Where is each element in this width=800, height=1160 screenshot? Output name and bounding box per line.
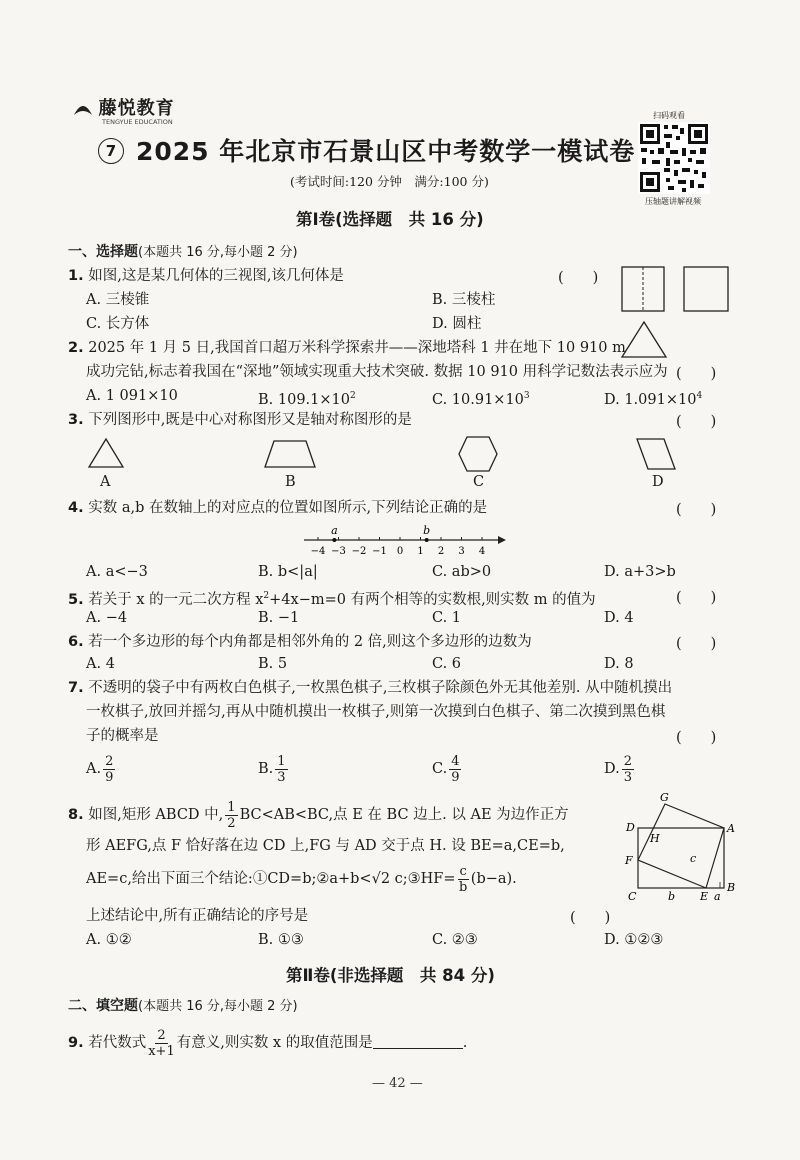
q8-option-c[interactable]: C. ②③ [432,932,478,948]
q8-text-3a: AE=c,给出下面三个结论:①CD=b;②a+b<√2 c;③HF= [86,871,456,887]
number-line-tick-label: 1 [417,546,424,557]
q5-answer-blank[interactable]: ( ) [676,590,717,606]
q8-text-1b: BC<AB<BC,点 E 在 BC 边上. 以 AE 为边作正方 [239,807,569,823]
q4-option-a[interactable]: A. a<−3 [86,564,148,580]
page-number: — 42 — [372,1076,423,1091]
q9-stem [68,1026,467,1060]
number-line-tick-label: −1 [372,546,387,557]
q7-option-a-fraction [103,754,115,785]
fraction-denominator: 3 [623,769,632,785]
q3-stem [68,410,412,430]
q2-option-c-text: C. 10.91×10 [432,391,524,408]
q1-option-d[interactable]: D. 圆柱 [432,316,482,332]
logo-subtext: TENGYUE EDUCATION [102,118,173,126]
q2-option-c[interactable] [432,386,530,410]
q8-label-f: F [625,854,633,867]
fraction-numerator: c [459,863,467,879]
logo-icon [72,99,94,117]
q5-text-post: +4x−m=0 有两个相等的实数根,则实数 m 的值为 [269,591,596,608]
q2-option-b-text: B. 109.1×10 [258,391,350,408]
section1-part-title [68,242,298,263]
q7-option-d-letter: D. [604,761,620,777]
q8-label-c-side: c [690,852,697,865]
q7-option-d[interactable] [604,752,636,786]
q7-option-a[interactable] [86,752,117,786]
q7-option-c[interactable] [432,752,463,786]
fraction-numerator: 1 [277,753,286,769]
q6-number: 6. [68,634,84,650]
q3-label-d: D [652,474,664,490]
q3-shape-b-trapezoid[interactable] [262,438,318,474]
q3-label-a: A [100,474,111,490]
q5-stem [68,586,596,610]
q7-option-b[interactable] [258,752,290,786]
q5-option-c[interactable]: C. 1 [432,610,462,626]
q8-label-b-side: b [668,890,676,903]
number-line-tick-label: −4 [310,546,326,557]
q6-option-b[interactable]: B. 5 [258,656,288,672]
q1-stem [68,266,344,286]
q4-text: 实数 a,b 在数轴上的对应点的位置如图所示,下列结论正确的是 [88,500,488,516]
q3-answer-blank[interactable]: ( ) [676,414,717,430]
number-line-tick-label: 0 [396,546,404,557]
q2-option-c-exp: 3 [523,391,530,401]
q2-text-1: 2025 年 1 月 5 日,我国首口超万米科学探索井——深地塔科 1 井在地下 10 910 m [88,340,626,356]
number-line-tick-label: −2 [351,546,367,557]
q4-option-d[interactable]: D. a+3>b [604,564,676,580]
q6-answer-blank[interactable]: ( ) [676,636,717,652]
q2-option-d-exp: 4 [696,391,703,401]
q2-option-b[interactable] [258,386,356,410]
section1-heading: 第Ⅰ卷(选择题 共 16 分) [296,210,484,229]
section2-heading: 第Ⅱ卷(非选择题 共 84 分) [286,966,495,985]
part-title: 二、填空题 [68,998,138,1014]
q2-option-d-text: D. 1.091×10 [604,391,697,408]
q5-number: 5. [68,591,84,608]
q8-c-over-b-fraction [458,864,469,895]
q4-number: 4. [68,500,84,516]
q8-number: 8. [68,807,84,823]
q9-fraction [148,1028,175,1059]
q8-option-b[interactable]: B. ①③ [258,932,304,948]
q5-exponent: 2 [263,591,270,601]
fraction-numerator: 1 [227,799,236,815]
q1-number: 1. [68,268,84,284]
q8-label-b: B [727,881,736,894]
q6-text: 若一个多边形的每个内角都是相邻外角的 2 倍,则这个多边形的边数为 [88,634,532,650]
number-line-svg [300,522,510,562]
q7-option-b-fraction [275,754,287,785]
fraction-denominator: 9 [451,769,460,785]
q2-stem-line1 [68,338,626,358]
q8-stem-line2: 形 AEFG,点 F 恰好落在边 CD 上,FG 与 AD 交于点 H. 设 BE=a,CE=b, [86,838,565,854]
q6-stem [68,632,532,652]
q6-option-a[interactable]: A. 4 [86,656,115,672]
number-line-point [425,538,429,542]
q5-option-d[interactable]: D. 4 [604,610,634,626]
q3-shape-d-parallelogram[interactable] [634,436,678,476]
q8-option-a[interactable]: A. ①② [86,932,132,948]
q9-text-pre: 若代数式 [88,1035,147,1051]
q8-label-c: C [628,890,637,903]
qr-code-icon[interactable] [638,122,710,198]
q8-label-e: E [700,890,709,903]
q9-answer-blank[interactable] [373,1032,463,1049]
q4-stem [68,498,487,518]
q1-text: 如图,这是某几何体的三视图,该几何体是 [88,268,344,284]
number-line-point-label: a [331,524,338,537]
q4-answer-blank[interactable]: ( ) [676,502,717,518]
qr-caption-bottom: 压轴题讲解视频 [645,197,701,206]
q1-option-c[interactable]: C. 长方体 [86,316,150,332]
q7-stem-line3: 子的概率是 [86,728,159,744]
q7-stem-line2: 一枚棋子,放回并摇匀,再从中随机摸出一枚棋子,则第一次摸到白色棋子、第二次摸到黑色棋 [86,704,666,720]
q8-option-d[interactable]: D. ①②③ [604,932,664,948]
fraction-denominator: 9 [105,769,114,785]
q8-label-a: A [727,822,735,835]
number-line-tick-label: −3 [331,546,346,557]
q9-end: . [462,1035,468,1051]
q2-option-d[interactable] [604,386,702,410]
fraction-numerator: 2 [157,1027,166,1043]
fraction-numerator: 2 [623,753,632,769]
q8-stem-line1 [68,798,569,832]
q8-rectangle-square-figure [620,790,740,914]
exam-subtitle: (考试时间:120 分钟 满分:100 分) [290,174,489,189]
q7-number: 7. [68,680,84,696]
number-line-point-label: b [423,524,431,537]
q8-answer-blank[interactable]: ( ) [570,910,611,926]
q6-option-d[interactable]: D. 8 [604,656,634,672]
q8-half-fraction [225,800,237,831]
q2-option-a[interactable]: A. 1 091×10 [86,388,178,404]
q4-number-line [300,522,510,562]
publisher-logo [72,94,175,126]
fraction-numerator: 2 [105,753,114,769]
q2-option-b-exp: 2 [349,391,356,401]
q8-stem-line3 [86,862,517,896]
fraction-numerator: 4 [451,753,460,769]
q3-label-b: B [285,474,296,490]
number-line-tick-label: 2 [437,546,445,557]
q7-option-a-letter: A. [86,761,102,777]
fraction-denominator: 3 [277,769,286,785]
q3-number: 3. [68,412,84,428]
q4-option-c[interactable]: C. ab>0 [432,564,492,580]
q7-option-c-fraction [449,754,461,785]
q8-label-d: D [626,821,635,834]
exam-title: 2025 年北京市石景山区中考数学一模试卷 [136,137,636,166]
q8-label-a-side: a [714,890,721,903]
q8-stem-line4: 上述结论中,所有正确结论的序号是 [86,908,309,924]
q2-answer-blank[interactable]: ( ) [676,366,717,382]
q1-answer-blank[interactable]: ( ) [558,270,599,286]
q7-stem-line1 [68,678,672,698]
q7-text-1: 不透明的袋子中有两枚白色棋子,一枚黑色棋子,三枚棋子除颜色外无其他差别. 从中随机摸出 [88,680,673,696]
fraction-denominator: b [458,879,468,895]
part-note: (本题共 16 分,每小题 2 分) [138,245,298,260]
q7-option-c-letter: C. [432,761,448,777]
q8-label-g: G [660,791,669,804]
qr-caption-top: 扫码观看 [653,111,685,120]
q8-text-1a: 如图,矩形 ABCD 中, [88,807,224,823]
q5-text-pre: 若关于 x 的一元二次方程 x [88,591,264,608]
number-line-tick-label: 4 [478,546,486,557]
q8-text-3b: (b−a). [470,871,517,887]
section2-part-title [68,996,298,1017]
q7-option-d-fraction [622,754,634,785]
q1-option-b[interactable]: B. 三棱柱 [432,292,496,308]
q3-text: 下列图形中,既是中心对称图形又是轴对称图形的是 [88,412,412,428]
fraction-denominator: x+1 [148,1043,175,1059]
number-line-point [332,538,336,542]
logo-text: 藤悦教育 [98,98,175,119]
q6-option-c[interactable]: C. 6 [432,656,462,672]
q1-option-a[interactable]: A. 三棱锥 [86,292,150,308]
q1-three-view-figure [616,264,734,364]
q3-shape-a-triangle[interactable] [86,436,126,474]
q8-label-h: H [650,832,660,845]
q9-text-post: 有意义,则实数 x 的取值范围是 [176,1035,373,1051]
q2-stem-line2: 成功完钻,标志着我国在“深地”领域实现重大技术突破. 数据 10 910 用科学记数法表示应为 [86,364,668,380]
q9-number: 9. [68,1035,84,1051]
q7-answer-blank[interactable]: ( ) [676,730,717,746]
fraction-denominator: 2 [227,815,236,831]
q7-option-b-letter: B. [258,761,274,777]
number-line-tick-label: 3 [458,546,465,557]
q4-option-b[interactable]: B. b<|a| [258,564,318,580]
paper-number: 7 [98,138,124,164]
q5-option-b[interactable]: B. −1 [258,610,300,626]
q5-option-a[interactable]: A. −4 [86,610,128,626]
q2-number: 2. [68,340,84,356]
part-note: (本题共 16 分,每小题 2 分) [138,999,298,1014]
q3-label-c: C [473,474,485,490]
part-title: 一、选择题 [68,244,138,260]
